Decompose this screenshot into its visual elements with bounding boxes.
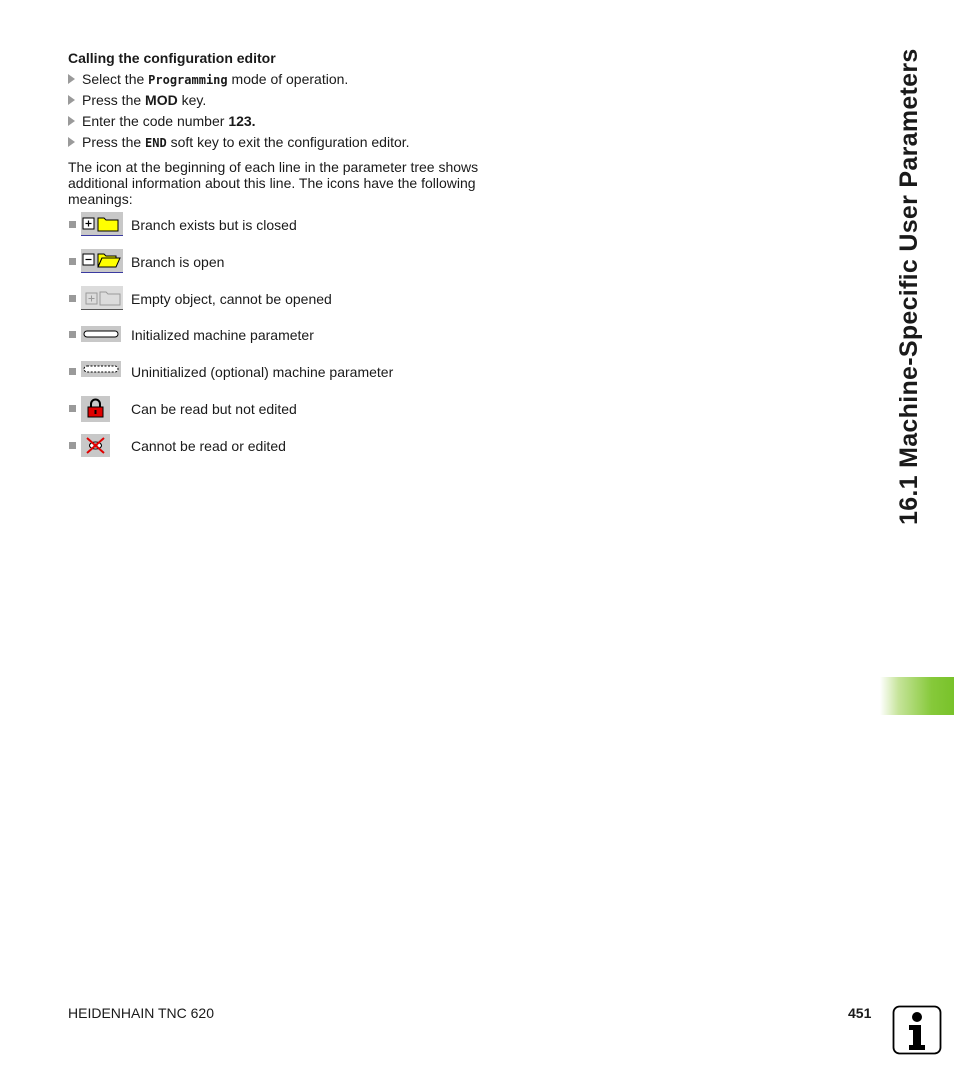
footer-product-name: HEIDENHAIN TNC 620 <box>68 1005 215 1021</box>
bullet-icon <box>69 442 76 449</box>
legend-text: Can be read but not edited <box>131 401 297 417</box>
legend-text: Empty object, cannot be opened <box>131 291 332 307</box>
legend-item-read-only <box>68 396 508 422</box>
branch-open-icon <box>81 249 123 273</box>
step-arrow-icon <box>68 116 75 126</box>
initialized-parameter-icon <box>81 322 123 346</box>
step-text: Select the <box>82 71 149 87</box>
bullet-icon <box>69 405 76 412</box>
legend-item-empty-object <box>68 286 508 312</box>
legend-text: Branch is open <box>131 254 225 270</box>
step-arrow-icon <box>68 95 75 105</box>
legend-item-uninitialized-parameter <box>68 359 508 385</box>
legend-item-branch-open <box>68 249 508 275</box>
legend-item-no-access <box>68 433 508 459</box>
step-arrow-icon <box>68 74 75 84</box>
bullet-icon <box>69 221 76 228</box>
lock-icon <box>81 396 111 422</box>
legend-text: Branch exists but is closed <box>131 217 297 233</box>
branch-closed-icon <box>81 212 123 236</box>
chapter-side-title: 16.1 Machine-Specific User Parameters <box>895 48 923 525</box>
step-enter-code <box>68 113 256 129</box>
step-select-mode <box>68 71 348 87</box>
legend-text: Cannot be read or edited <box>131 438 286 454</box>
legend-item-branch-closed <box>68 212 508 238</box>
step-arrow-icon <box>68 137 75 147</box>
step-text: Press the <box>82 92 146 108</box>
bullet-icon <box>69 368 76 375</box>
code-number: 123. <box>228 113 256 129</box>
bullet-icon <box>69 295 76 302</box>
uninitialized-parameter-icon <box>81 359 123 383</box>
crossed-eye-icon <box>81 433 111 459</box>
bullet-icon <box>69 331 76 338</box>
step-press-end <box>68 134 410 150</box>
step-text: soft key to exit the configuration editor. <box>166 134 410 150</box>
step-text: key. <box>177 92 207 108</box>
chapter-tab-marker <box>880 677 954 715</box>
intro-paragraph: The icon at the beginning of each line in the parameter tree shows additional information about this line. The icons have the following meanings: <box>68 159 479 207</box>
empty-object-icon <box>81 286 123 310</box>
step-press-mod <box>68 92 206 108</box>
step-text: Enter the code number <box>82 113 229 129</box>
section-heading: Calling the configuration editor <box>68 50 276 66</box>
softkey-label: Programming <box>148 73 228 87</box>
key-label: MOD <box>145 92 178 108</box>
legend-text: Initialized machine parameter <box>131 327 314 343</box>
info-icon <box>892 1005 942 1055</box>
bullet-icon <box>69 258 76 265</box>
step-text: Press the <box>82 134 146 150</box>
legend-item-initialized-parameter <box>68 322 508 348</box>
legend-text: Uninitialized (optional) machine parameter <box>131 364 394 380</box>
page-number: 451 <box>848 1005 872 1021</box>
step-text: mode of operation. <box>227 71 349 87</box>
softkey-label: END <box>145 136 167 150</box>
